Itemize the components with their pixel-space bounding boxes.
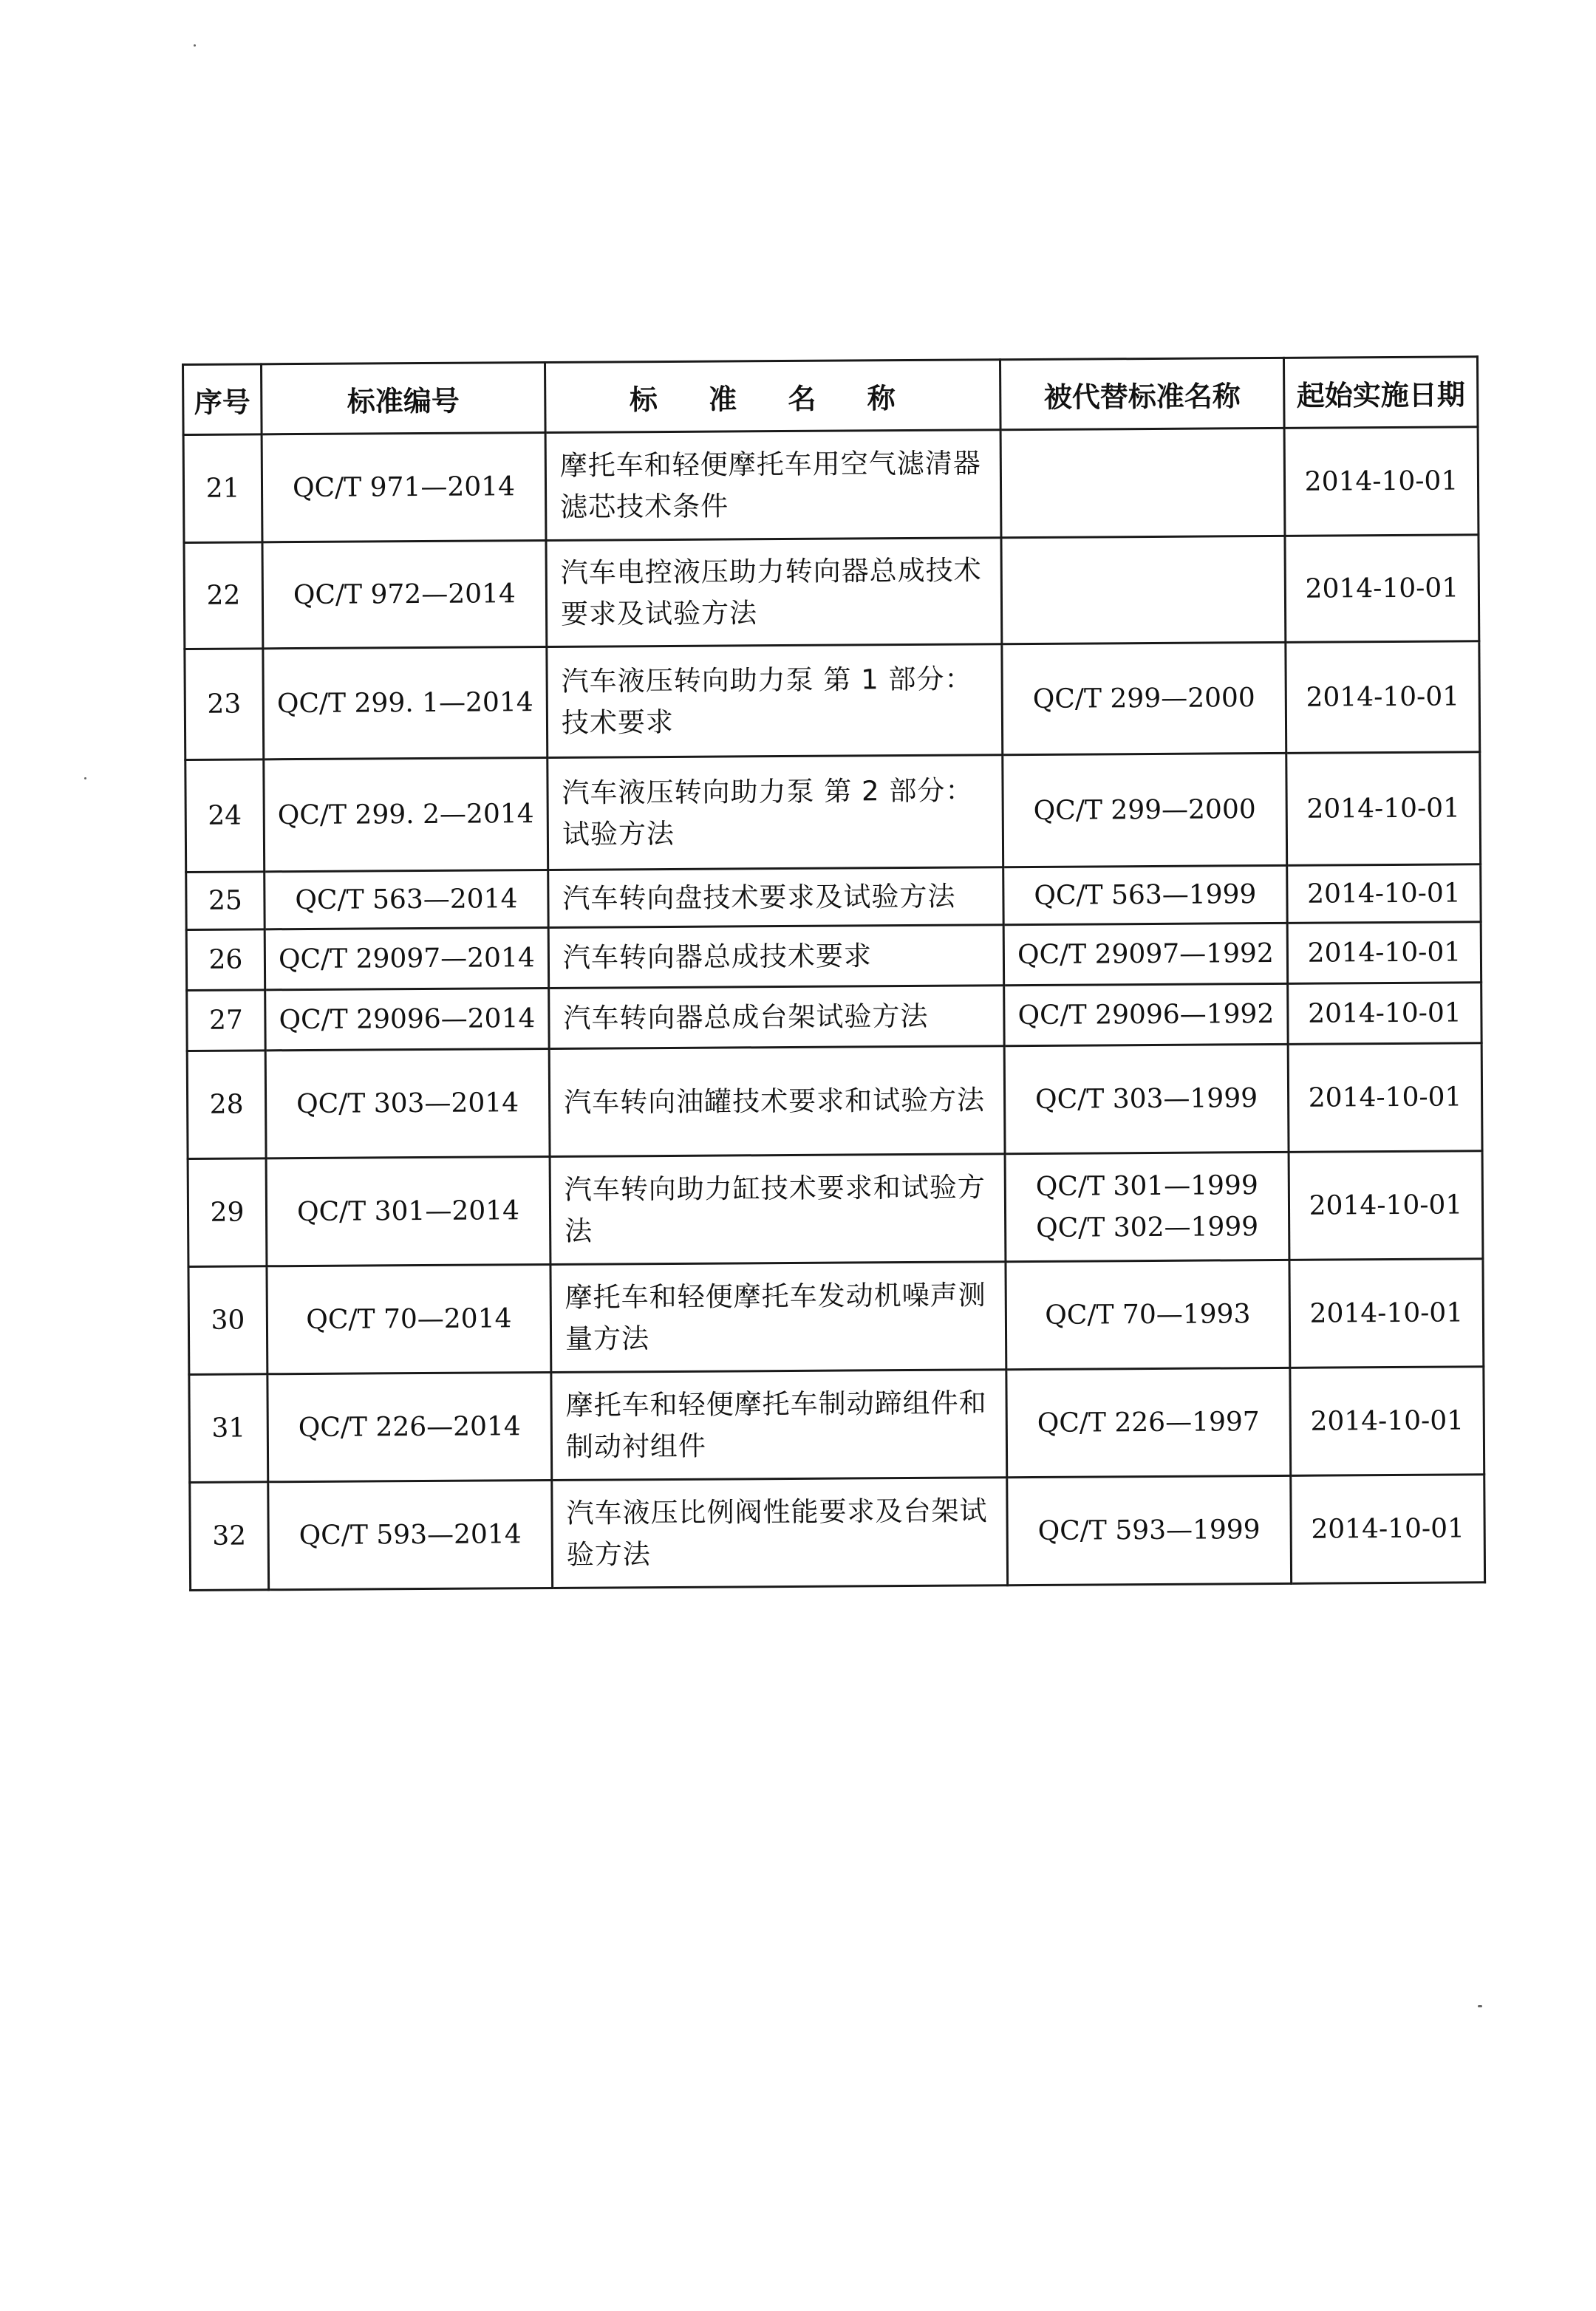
replaced-standard-cell <box>1003 753 1287 867</box>
effective-date-cell: 2014-10-01 <box>1290 1367 1484 1476</box>
replaced-standard-cell <box>1004 1044 1289 1153</box>
header-effective-date: 起始实施日期 <box>1283 357 1478 429</box>
serial-no-cell: 26 <box>186 929 265 991</box>
replaced-standard-cell <box>1006 1260 1290 1369</box>
serial-no-cell: 22 <box>184 542 263 649</box>
effective-date-cell: 2014-10-01 <box>1285 535 1479 643</box>
replaced-standard-cell <box>1003 865 1287 924</box>
standard-name-cell: 汽车转向器总成台架试验方法 <box>549 986 1004 1049</box>
standard-name-cell: 汽车液压比例阀性能要求及台架试验方法 <box>552 1478 1008 1588</box>
table-row <box>185 752 1481 873</box>
standard-code-cell: QC/T 299. 1—2014 <box>263 646 548 759</box>
replaced-standard-cell <box>1005 1152 1289 1261</box>
header-standard-name: 标 准 名 称 <box>545 360 1001 433</box>
effective-date-cell: 2014-10-01 <box>1284 427 1479 536</box>
scan-speck <box>194 44 196 47</box>
standard-name-cell: 汽车液压转向助力泵 第 1 部分：技术要求 <box>547 644 1003 758</box>
serial-no-cell: 23 <box>185 649 264 760</box>
scan-speck <box>1478 2005 1482 2007</box>
replaced-standard-code: QC/T 593—1999 <box>1037 1514 1261 1546</box>
standard-code-cell: QC/T 301—2014 <box>266 1156 550 1266</box>
table-row <box>187 983 1481 1051</box>
standard-code-cell: QC/T 593—2014 <box>268 1480 553 1589</box>
replaced-standard-code: QC/T 29096—1992 <box>1017 998 1275 1031</box>
replaced-standard-code: QC/T 299—2000 <box>1032 682 1255 714</box>
standard-code-cell: QC/T 29096—2014 <box>265 988 549 1050</box>
table-header <box>183 357 1479 435</box>
table-row <box>188 1259 1484 1375</box>
replaced-standard-code: QC/T 301—1999 <box>1035 1170 1258 1202</box>
table-row <box>184 535 1479 649</box>
standard-code-cell: QC/T 303—2014 <box>265 1048 550 1158</box>
standard-code-cell: QC/T 299. 2—2014 <box>264 757 548 871</box>
table-row <box>186 864 1481 930</box>
effective-date-cell: 2014-10-01 <box>1287 864 1481 924</box>
table-row <box>190 1475 1485 1591</box>
standard-code-cell: QC/T 971—2014 <box>262 432 546 542</box>
replaced-standard-cell <box>1003 923 1287 985</box>
serial-no-cell: 28 <box>187 1051 266 1159</box>
serial-no-cell: 24 <box>185 759 265 873</box>
standard-code-cell: QC/T 29097—2014 <box>265 927 548 989</box>
replaced-standard-code: QC/T 563—1999 <box>1034 878 1257 911</box>
standard-name-cell: 汽车转向盘技术要求及试验方法 <box>548 867 1003 928</box>
standard-name-cell: 汽车转向助力缸技术要求和试验方法 <box>550 1154 1006 1265</box>
scan-speck <box>84 777 86 779</box>
serial-no-cell: 21 <box>183 434 262 543</box>
replaced-standard-code: QC/T 302—1999 <box>1036 1211 1259 1243</box>
standard-name-cell: 汽车转向器总成技术要求 <box>548 925 1003 989</box>
replaced-standard-cell <box>1004 983 1288 1045</box>
standard-name-cell: 汽车液压转向助力泵 第 2 部分：试验方法 <box>548 755 1003 870</box>
standard-name-cell: 摩托车和轻便摩托车制动蹄组件和制动衬组件 <box>551 1370 1007 1481</box>
effective-date-cell: 2014-10-01 <box>1289 1259 1484 1368</box>
replaced-standard-code: QC/T 226—1997 <box>1037 1406 1260 1438</box>
serial-no-cell: 32 <box>190 1482 269 1591</box>
effective-date-cell: 2014-10-01 <box>1287 922 1481 984</box>
header-serial-no: 序号 <box>183 364 262 435</box>
standard-code-cell: QC/T 972—2014 <box>262 540 547 648</box>
replaced-standard-cell <box>1006 1368 1291 1477</box>
replaced-standard-cell <box>1007 1475 1292 1585</box>
table-row <box>188 1151 1483 1267</box>
replaced-standard-cell <box>1001 536 1286 644</box>
serial-no-cell: 31 <box>189 1374 268 1483</box>
serial-no-cell: 25 <box>186 872 265 930</box>
header-row <box>183 357 1479 435</box>
table-row <box>185 641 1480 760</box>
table-row <box>183 427 1479 543</box>
effective-date-cell: 2014-10-01 <box>1289 1151 1483 1260</box>
effective-date-cell: 2014-10-01 <box>1288 983 1481 1045</box>
replaced-standard-cell <box>1000 428 1285 537</box>
serial-no-cell: 30 <box>188 1266 267 1375</box>
table-row <box>189 1367 1484 1483</box>
standard-name-cell: 摩托车和轻便摩托车发动机噪声测量方法 <box>550 1262 1006 1373</box>
effective-date-cell: 2014-10-01 <box>1286 752 1481 866</box>
table-row <box>187 1043 1482 1159</box>
header-standard-code: 标准编号 <box>262 362 546 434</box>
table-row <box>186 922 1481 991</box>
effective-date-cell: 2014-10-01 <box>1286 641 1480 754</box>
standard-name-cell: 摩托车和轻便摩托车用空气滤清器滤芯技术条件 <box>545 430 1001 541</box>
header-replaced-standard: 被代替标准名称 <box>1000 358 1284 429</box>
replaced-standard-code: QC/T 29097—1992 <box>1017 938 1274 970</box>
standard-code-cell: QC/T 226—2014 <box>267 1372 552 1481</box>
standard-name-cell: 汽车电控液压助力转向器总成技术要求及试验方法 <box>546 538 1002 647</box>
standard-code-cell: QC/T 563—2014 <box>265 870 548 929</box>
standard-code-cell: QC/T 70—2014 <box>267 1264 551 1373</box>
replaced-standard-code: QC/T 299—2000 <box>1033 793 1256 826</box>
table-body <box>183 427 1485 1591</box>
replaced-standard-cell <box>1002 642 1286 754</box>
effective-date-cell: 2014-10-01 <box>1288 1043 1482 1153</box>
serial-no-cell: 29 <box>188 1158 267 1267</box>
serial-no-cell: 27 <box>187 990 265 1051</box>
standard-name-cell: 汽车转向油罐技术要求和试验方法 <box>549 1046 1005 1157</box>
replaced-standard-code: QC/T 70—1993 <box>1045 1298 1251 1331</box>
effective-date-cell: 2014-10-01 <box>1291 1475 1485 1584</box>
standards-table <box>182 355 1486 1591</box>
replaced-standard-code: QC/T 303—1999 <box>1034 1082 1258 1115</box>
